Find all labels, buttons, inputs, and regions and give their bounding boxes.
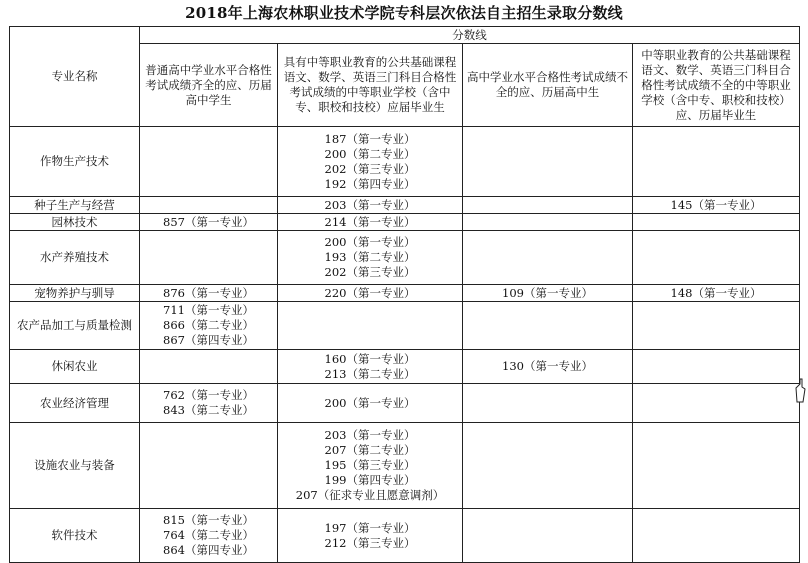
score-cell-c1 [140, 197, 278, 214]
major-name: 休闲农业 [10, 350, 140, 384]
score-value: 207（第二专业） [324, 443, 416, 457]
score-value: 202（第三专业） [324, 161, 416, 176]
score-cell-c4 [633, 302, 800, 350]
score-cell-c1 [140, 350, 278, 384]
score-value: 148（第一专业） [670, 285, 762, 300]
score-value: 762（第一专业） [163, 388, 254, 402]
score-cell-c1 [140, 285, 278, 302]
score-cell-c3 [463, 423, 633, 509]
table-row [10, 127, 800, 197]
score-value: 130（第一专业） [502, 359, 593, 373]
score-value: 857（第一专业） [163, 214, 254, 229]
score-cell-c2 [278, 509, 463, 563]
score-cell-c4 [633, 127, 800, 197]
major-name: 作物生产技术 [10, 127, 140, 197]
score-cell-c1 [140, 127, 278, 197]
cursor-icon [794, 378, 806, 406]
score-value: 876（第一专业） [163, 285, 254, 300]
score-cell-c2 [278, 302, 463, 350]
score-value: 200（第一专业） [324, 395, 416, 410]
score-cell-c1 [140, 384, 278, 423]
score-value: 195（第三专业） [324, 458, 416, 472]
score-cell-c4 [633, 350, 800, 384]
score-cell-c4 [633, 423, 800, 509]
major-name: 软件技术 [10, 509, 140, 563]
score-cell-c2 [278, 197, 463, 214]
score-value: 145（第一专业） [670, 197, 762, 212]
score-value: 192（第四专业） [324, 176, 416, 191]
score-cell-c1 [140, 231, 278, 285]
major-name: 宠物养护与驯导 [10, 285, 140, 302]
major-name: 设施农业与装备 [10, 423, 140, 509]
score-value: 866（第二专业） [163, 318, 254, 332]
score-value: 200（第二专业） [324, 146, 416, 161]
major-name: 农产品加工与质量检测 [10, 302, 140, 350]
score-cell-c3 [463, 285, 633, 302]
score-value: 202（第三专业） [324, 265, 416, 279]
score-line-header: 分数线 [140, 27, 800, 44]
score-value: 200（第一专业） [324, 235, 416, 249]
score-value: 197（第一专业） [324, 520, 416, 535]
score-value: 213（第二专业） [324, 366, 416, 381]
score-value: 203（第一专业） [324, 428, 416, 442]
score-cell-c3 [463, 384, 633, 423]
score-cell-c2 [278, 127, 463, 197]
col2-header: 具有中等职业教育的公共基础课程语文、数学、英语三门科目合格性考试成绩的中等职业学校（含中专、职校和技校）应届毕业生 [278, 44, 463, 127]
score-value: 867（第四专业） [163, 333, 254, 347]
major-header: 专业名称 [10, 27, 140, 127]
score-cell-c3 [463, 302, 633, 350]
score-value: 815（第一专业） [163, 513, 254, 527]
table-row [10, 214, 800, 231]
score-cell-c3 [463, 127, 633, 197]
score-cell-c1 [140, 509, 278, 563]
score-cell-c2 [278, 285, 463, 302]
score-value: 207（征求专业且愿意调剂） [295, 488, 445, 502]
score-cell-c3 [463, 214, 633, 231]
major-name: 农业经济管理 [10, 384, 140, 423]
table-row [10, 231, 800, 285]
score-cell-c2 [278, 384, 463, 423]
score-cell-c3 [463, 350, 633, 384]
score-value: 193（第二专业） [324, 250, 416, 264]
score-cell-c3 [463, 231, 633, 285]
score-cell-c4 [633, 214, 800, 231]
score-cell-c3 [463, 509, 633, 563]
score-value: 203（第一专业） [324, 197, 416, 212]
score-cell-c4 [633, 285, 800, 302]
table-row [10, 302, 800, 350]
admission-score-table [9, 26, 800, 563]
score-cell-c4 [633, 197, 800, 214]
score-value: 214（第一专业） [324, 214, 416, 229]
col1-header: 普通高中学业水平合格性考试成绩齐全的应、历届高中学生 [140, 44, 278, 127]
col3-header: 高中学业水平合格性考试成绩不全的应、历届高中生 [463, 44, 633, 127]
score-value: 843（第二专业） [163, 403, 254, 417]
score-value: 220（第一专业） [324, 285, 416, 300]
score-value: 711（第一专业） [163, 303, 254, 317]
major-name: 种子生产与经营 [10, 197, 140, 214]
major-name: 园林技术 [10, 214, 140, 231]
table-row [10, 384, 800, 423]
score-cell-c2 [278, 231, 463, 285]
score-cell-c4 [633, 231, 800, 285]
score-cell-c1 [140, 214, 278, 231]
score-cell-c4 [633, 384, 800, 423]
score-value: 160（第一专业） [324, 351, 416, 366]
score-cell-c3 [463, 197, 633, 214]
score-cell-c2 [278, 350, 463, 384]
col4-header: 中等职业教育的公共基础课程语文、数学、英语三门科目合格性考试成绩不全的中等职业学校（含中专、职校和技校）应、历届毕业生 [633, 44, 800, 127]
major-name: 水产养殖技术 [10, 231, 140, 285]
table-row [10, 197, 800, 214]
table-row [10, 509, 800, 563]
score-cell-c1 [140, 302, 278, 350]
score-value: 109（第一专业） [502, 285, 593, 300]
score-cell-c4 [633, 509, 800, 563]
score-value: 212（第三专业） [324, 535, 416, 550]
score-value: 187（第一专业） [324, 131, 416, 146]
table-row [10, 423, 800, 509]
table-row [10, 350, 800, 384]
score-cell-c2 [278, 214, 463, 231]
score-cell-c1 [140, 423, 278, 509]
table-row [10, 285, 800, 302]
score-value: 764（第二专业） [163, 528, 254, 542]
page-title: 2018年上海农林职业技术学院专科层次依法自主招生录取分数线 [185, 4, 623, 22]
score-value: 199（第四专业） [324, 473, 416, 487]
score-cell-c2 [278, 423, 463, 509]
score-value: 864（第四专业） [163, 543, 254, 557]
